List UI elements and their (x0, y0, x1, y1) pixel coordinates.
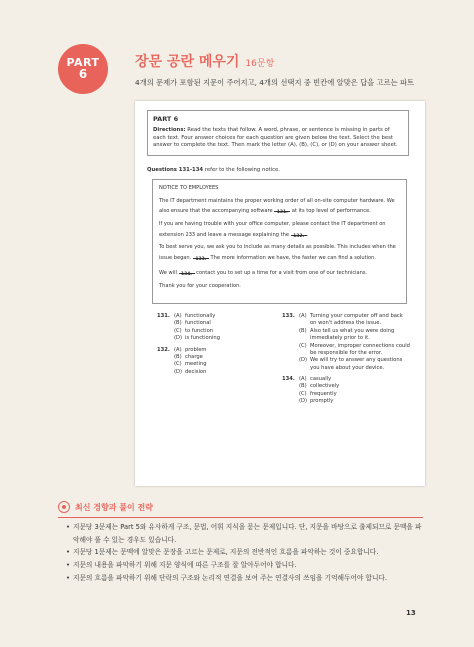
notice-text: We will (159, 270, 177, 277)
option-letter: (B) (174, 320, 182, 327)
option-text: problem (185, 346, 207, 353)
answer-option[interactable] (299, 357, 410, 372)
answer-option[interactable] (299, 328, 410, 343)
question-133 (282, 313, 410, 372)
answer-option[interactable] (174, 354, 272, 361)
notice-closing: Thank you for your cooperation. (159, 283, 241, 290)
answer-option[interactable] (174, 361, 272, 368)
option-letter: (C) (299, 342, 307, 349)
notice-paragraph-1 (159, 198, 400, 216)
option-letter: (C) (299, 390, 307, 397)
notice-box (152, 179, 407, 304)
directions-box (147, 110, 409, 156)
tip-item: • 지문의 내용을 파악하기 위해 지문 양식에 따른 구조를 잘 알아두어야 합니다. (66, 559, 423, 572)
directions-text (153, 127, 403, 150)
questions-right-column (282, 313, 410, 410)
blank-131 (274, 205, 290, 216)
section-title (135, 51, 274, 71)
answer-option[interactable] (174, 320, 272, 327)
part-number: 6 (78, 67, 88, 82)
questions-left-column (157, 313, 272, 380)
question-131 (157, 313, 272, 343)
notice-heading: NOTICE TO EMPLOYEES (159, 185, 219, 191)
option-text: casually (310, 376, 332, 382)
tips-list (66, 521, 423, 585)
notice-paragraph-3 (159, 244, 400, 262)
section-description: 4개의 문제가 포함된 지문이 주어지고, 4개의 선택지 중 빈칸에 알맞은 답을 고르는 파트 (135, 78, 415, 87)
question-number: 133. (282, 313, 295, 319)
question-134 (282, 376, 410, 406)
answer-option[interactable] (299, 343, 410, 358)
option-letter: (A) (299, 313, 307, 319)
section-title-text: 장문 공란 메우기 (135, 54, 240, 70)
notice-text: . (306, 231, 309, 238)
option-text: functionally (185, 313, 216, 319)
answer-options (299, 376, 410, 406)
sample-test-sheet (135, 101, 425, 486)
part-label: PART (66, 55, 100, 69)
blank-133 (193, 252, 209, 262)
question-number: 134. (282, 376, 295, 382)
option-text: Moreover, improper connections could be responsible for the error. (310, 342, 410, 356)
option-letter: (D) (174, 335, 183, 342)
answer-options (299, 313, 410, 372)
option-text: charge (185, 353, 203, 360)
questions-ref-text: refer to the following notice. (204, 167, 280, 173)
option-letter: (B) (299, 383, 307, 390)
answer-option[interactable] (174, 335, 272, 342)
tips-divider (58, 517, 423, 518)
page-number: 13 (406, 609, 416, 617)
option-text: promptly (310, 398, 334, 405)
tips-header (58, 500, 423, 514)
tips-title: 최신 경향과 풀이 전략 (75, 502, 153, 512)
notice-text: The more information we have, the faster we can find a solution. (210, 254, 377, 261)
option-letter: (D) (299, 357, 308, 364)
option-letter: (B) (299, 327, 307, 334)
option-text: functional (185, 320, 211, 327)
answer-option[interactable] (299, 391, 410, 398)
blank-number: 132. (293, 233, 305, 239)
option-letter: (B) (174, 353, 182, 360)
option-text: Turning your computer off and back on won't address the issue. (310, 313, 403, 327)
option-text: We will try to answer any questions you have about your device. (310, 357, 403, 371)
strategy-tips (58, 500, 423, 598)
answer-option[interactable] (299, 313, 410, 328)
directions-body: Read the texts that follow. A word, phrase, or sentence is missing in parts of each text. Four answer choices for each question are given below the text. Select the best answer to complete the text. Then mark the letter (A), (B), (C), or (D) on your answer sheet. (153, 127, 398, 149)
blank-number: 134. (180, 272, 193, 278)
questions-range: Questions 131-134 (147, 167, 204, 173)
blank-134 (179, 267, 195, 278)
option-letter: (D) (299, 398, 308, 405)
notice-paragraph-4 (159, 267, 400, 278)
directions-label: Directions: (153, 127, 186, 134)
option-letter: (A) (299, 376, 307, 382)
notice-text: If you are having trouble with your office computer, please contact the IT department on extension 233 and leave a message explaining the (159, 220, 386, 238)
option-text: frequently (310, 390, 337, 397)
blank-number: 131. (276, 210, 288, 216)
notice-text: The IT department maintains the proper working order of all on-site computer hardware. We also ensure that the accompanying software (159, 197, 395, 215)
question-count: 16문항 (245, 59, 275, 69)
part-badge (58, 44, 108, 94)
blank-number: 133. (195, 256, 207, 262)
answer-options (174, 313, 272, 343)
answer-option[interactable] (299, 376, 410, 383)
option-letter: (C) (174, 361, 182, 368)
tip-item: • 지문당 3문제는 Part 5와 유사하게 구조, 문법, 어휘 지식을 묻는 문제입니다. 단, 지문을 바탕으로 출제되므로 문맥을 파악해야 풀 수 있는 경우도 있습니다. (66, 521, 423, 546)
option-text: to function (185, 327, 214, 334)
tip-item: • 지문의 흐름을 파악하기 위해 단락의 구조와 논리적 연결을 보여 주는 연결사의 쓰임을 기억해두어야 합니다. (66, 572, 423, 585)
notice-text: To best serve you, we ask you to include as many details as possible. This includes when the issue began. (159, 244, 396, 261)
option-letter: (C) (174, 327, 182, 334)
answer-option[interactable] (174, 369, 272, 376)
questions-reference (147, 167, 280, 173)
notice-text: at its top level of performance. (291, 208, 371, 215)
option-text: is functioning (185, 335, 221, 342)
option-text: decision (185, 368, 207, 375)
directions-title: PART 6 (153, 115, 179, 123)
question-132 (157, 347, 272, 377)
option-letter: (A) (174, 313, 182, 319)
blank-132 (291, 229, 307, 239)
notice-paragraph-2 (159, 221, 400, 239)
question-number: 131. (157, 313, 170, 319)
answer-option[interactable] (174, 313, 272, 320)
answer-options (174, 347, 272, 377)
option-letter: (A) (174, 346, 182, 353)
option-letter: (D) (174, 368, 183, 375)
answer-option[interactable] (174, 347, 272, 354)
option-text: meeting (185, 361, 207, 368)
tip-item: • 지문당 1문제는 문맥에 알맞은 문장을 고르는 문제로, 지문의 전반적인 흐름을 파악하는 것이 중요합니다. (66, 546, 423, 559)
question-number: 132. (157, 346, 170, 353)
answer-option[interactable] (299, 398, 410, 405)
answer-option[interactable] (299, 383, 410, 390)
notice-text: contact you to set up a time for a visit from one of our technicians. (196, 270, 368, 277)
answer-option[interactable] (174, 328, 272, 335)
option-text: Also tell us what you were doing immediately prior to it. (310, 327, 395, 342)
target-icon (58, 501, 70, 513)
option-text: collectively (310, 383, 340, 390)
